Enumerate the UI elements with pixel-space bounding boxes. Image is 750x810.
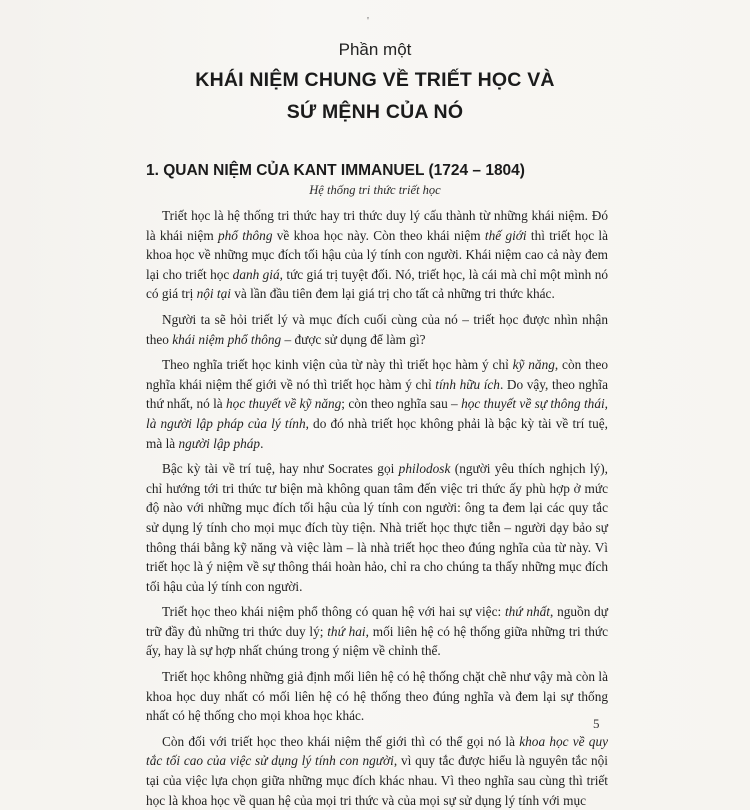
page-number: 5 — [593, 716, 600, 731]
emphasis-text: nội tại — [196, 286, 231, 302]
paragraph-text: ; còn theo nghĩa sau – — [341, 396, 462, 412]
paragraph-text: , vì quy tắc được hiểu là nguyên tắc nội tại của việc lựa chọn giữa những mục đích khác nhau. Vì theo nghĩa sau cùng thì triết học là khoa học về quan hệ của mọi tri thức và của mọi sự sử dụng lý tính với mục — [146, 753, 608, 808]
paragraph-text: Triết học không những giả định mối liên hệ có hệ thống chặt chẽ như vậy mà còn là khoa học duy nhất có mối liên hệ có hệ thống theo đúng nghĩa và đem lại sự thống nhất có hệ thống cho mọi khoa học khác. — [146, 669, 608, 724]
part-label: Phần một — [338, 40, 412, 59]
chapter-title-line-1: KHÁI NIỆM CHUNG VỀ TRIẾT HỌC VÀ — [195, 69, 555, 91]
paragraph-text: , nguồn dự trữ đầy đủ những tri thức duy lý; — [146, 604, 608, 639]
paragraph — [146, 732, 608, 810]
paragraph — [146, 602, 608, 661]
paragraph-text: về khoa học này. Còn theo khái niệm — [272, 227, 485, 243]
emphasis-text: tính hữu ích — [435, 376, 500, 392]
paragraph — [146, 310, 608, 349]
paragraph-text: , tức giá trị tuyệt đối. Nó, triết học, là cái mà chỉ một mình nó có giá trị — [146, 266, 608, 302]
emphasis-text: danh giá — [232, 266, 280, 282]
emphasis-text: thứ hai — [327, 623, 366, 639]
paragraph-text: , còn theo nghĩa khái niệm thế giới về nó thì triết học hàm ý chỉ — [146, 357, 608, 392]
running-mark: ' — [367, 15, 369, 27]
section-subtitle: Hệ thống tri thức triết học — [309, 183, 441, 197]
paragraph-text: . — [260, 435, 264, 451]
paragraph — [146, 459, 608, 596]
emphasis-text: khái niệm phổ thông — [172, 331, 282, 347]
paragraph-text: , mối liên hệ có hệ thống giữa những tri thức ấy, hay là sự hợp nhất chúng trong ý niệm về chỉnh thể. — [146, 623, 608, 659]
emphasis-text: khoa học về quy tắc tối cao của việc sử dụng lý tính con người — [146, 733, 608, 769]
emphasis-text: thế giới — [484, 227, 527, 243]
paragraph — [146, 667, 608, 726]
emphasis-text: học thuyết về sự thông thái, là người lập pháp của lý tính — [146, 396, 608, 431]
paragraph-text: , do đó nhà triết học không phải là bậc kỳ tài về trí tuệ, mà là — [146, 415, 608, 451]
body-text — [146, 206, 608, 810]
paragraph-text: Bậc kỳ tài về trí tuệ, hay như Socrates gọi — [162, 461, 399, 477]
paragraph-text: và lần đầu tiên đem lại giá trị cho tất cả những tri thức khác. — [230, 286, 555, 302]
paragraph-text: – được sử dụng để làm gì? — [281, 331, 426, 347]
paragraph-text: (người yêu thích nghịch lý), chỉ hướng tới tri thức tư biện mà không quan tâm đến việc tri thức ấy phù hợp ở mức độ nào với những mục đích tối hậu của lý tính con người: ông ta đem lại các quy tắc sử dụng lý tính cho mọi mục đích tùy tiện. Nhà triết học thực tiễn – người dạy bảo sự thông thái bằng kỹ năng và việc làm – là nhà triết học theo đúng nghĩa của từ này. Vì triết học là ý niệm về sự thông thái hoàn hảo, chỉ ra cho chúng ta thấy những mục đích tối hậu của lý tính con người. — [146, 461, 608, 594]
paragraph-text: Triết học là hệ thống tri thức hay tri thức duy lý cấu thành từ những khái niệm. Đó là khái niệm — [146, 208, 608, 243]
paragraph-text: Triết học theo khái niệm phổ thông có quan hệ với hai sự việc: — [162, 604, 505, 620]
emphasis-text: philodosk — [398, 461, 451, 477]
emphasis-text: thứ nhất — [504, 604, 550, 620]
paragraph — [146, 206, 608, 304]
section-heading: 1. QUAN NIỆM CỦA KANT IMMANUEL (1724 – 1804) — [146, 162, 525, 179]
paragraph-text: . Do vậy, theo nghĩa thứ nhất, nó là — [146, 376, 608, 412]
paragraph-text: Còn đối với triết học theo khái niệm thế giới thì có thể gọi nó là — [162, 733, 520, 749]
emphasis-text: người lập pháp — [178, 435, 261, 451]
emphasis-text: phổ thông — [217, 227, 273, 243]
emphasis-text: học thuyết về kỹ năng — [226, 396, 342, 412]
paragraph-text: Người ta sẽ hỏi triết lý và mục đích cuối cùng của nó – triết học được nhìn nhận theo — [146, 311, 608, 347]
chapter-title-line-2: SỨ MỆNH CỦA NÓ — [286, 101, 464, 123]
emphasis-text: kỹ năng — [512, 357, 555, 373]
paragraph — [146, 355, 608, 453]
paragraph-text: thì triết học là khoa học về những mục đích tối hậu của lý tính con người. Khái niệm cao cả này đem lại cho triết học — [146, 227, 608, 282]
paragraph-text: Theo nghĩa triết học kinh viện của từ này thì triết học hàm ý chỉ — [162, 357, 513, 373]
